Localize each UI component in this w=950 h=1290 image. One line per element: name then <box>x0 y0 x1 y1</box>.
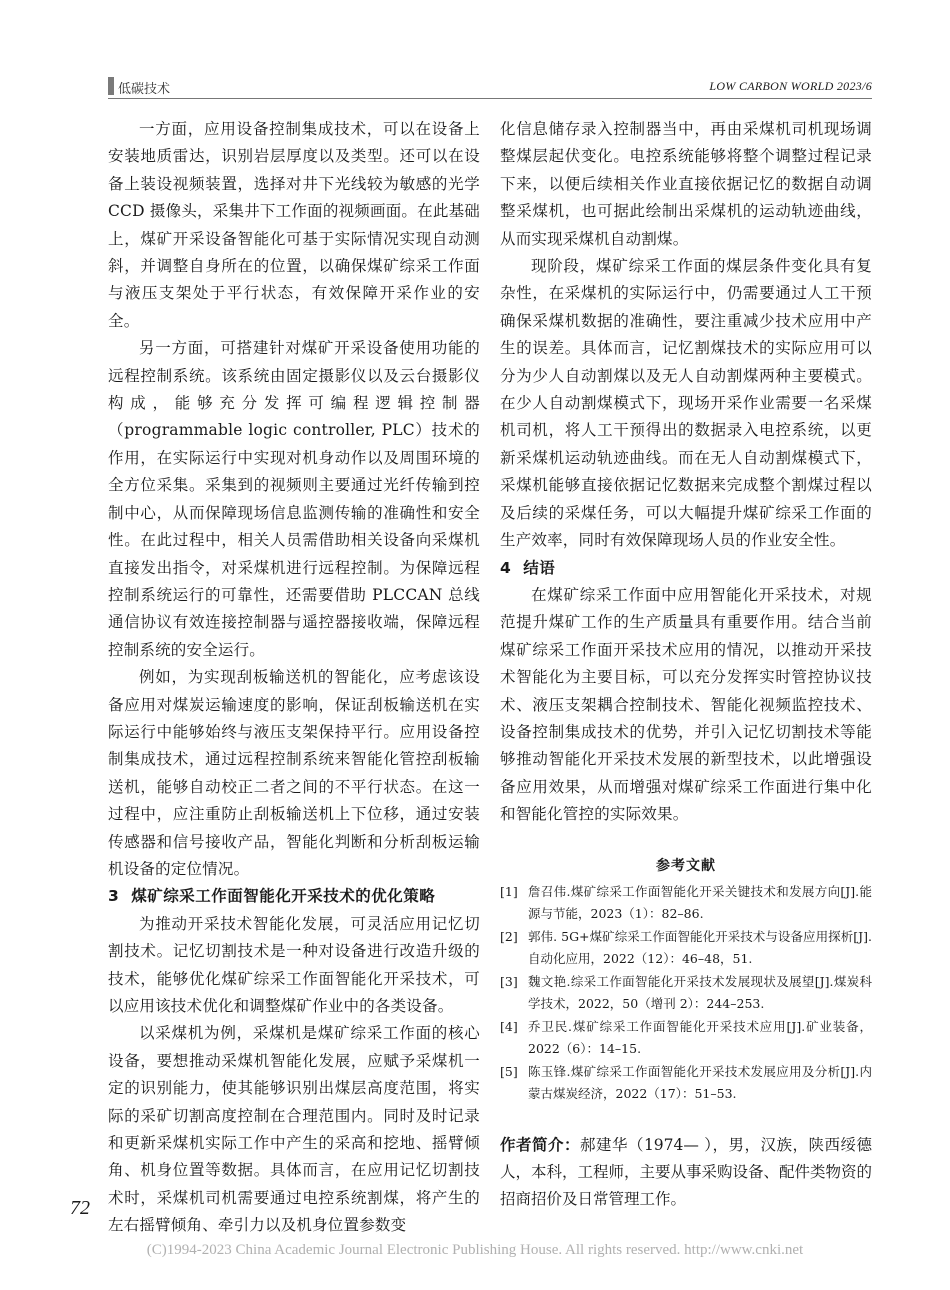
section-title: 结语 <box>523 558 556 577</box>
page-number: 72 <box>70 1197 90 1219</box>
reference-number: [3] <box>500 973 518 989</box>
reference-item <box>500 926 872 971</box>
reference-item <box>500 971 872 1016</box>
paragraph: 化信息储存录入控制器当中，再由采煤机司机现场调整煤层起伏变化。电控系统能够将整个调整过程记录下来，以便后续相关作业直接依据记忆的数据自动调整采煤机，也可据此绘制出采煤机的运动轨迹曲线，从而实现采煤机自动割煤。 <box>500 120 872 248</box>
paragraph: 现阶段，煤矿综采工作面的煤层条件变化具有复杂性，在采煤机的实际运行中，仍需要通过人工干预确保采煤机数据的准确性，要注重减少技术应用中产生的误差。具体而言，记忆割煤技术的实际应用可以分为少人自动割煤以及无人自动割煤两种主要模式。在少人自动割煤模式下，现场开采作业需要一名采煤机司机，将人工干预得出的数据录入电控系统，以更新采煤机运动轨迹曲线。而在无人自动割煤模式下，采煤机能够直接依据记忆数据来完成整个割煤过程以及后续的采煤任务，可以大幅提升煤矿综采工作面的生产效率，同时有效保障现场人员的作业安全性。 <box>500 257 872 550</box>
header-section-title: 低碳技术 <box>118 82 171 97</box>
section-heading <box>500 555 872 582</box>
header-bar <box>108 77 114 95</box>
reference-item <box>500 881 872 926</box>
reference-number: [2] <box>500 928 518 944</box>
section-number: 4 <box>500 558 512 577</box>
paragraph: 另一方面，可搭建针对煤矿开采设备使用功能的远程控制系统。该系统由固定摄影仪以及云台摄影仪构成，能够充分发挥可编程逻辑控制器（programmable logic controller, PLC）技术的作用，在实际运行中实现对机身动作以及周围环境的全方位采集。采集到的视频则主要通过光纤传输到控制中心，从而保障现场信息监测传输的准确性和安全性。在此过程中，相关人员需借助相关设备向采煤机直接发出指令，对采煤机进行远程控制。为保障远程控制系统运行的可靠性，还需要借助 PLCCAN 总线通信协议有效连接控制器与遥控器接收端，保障远程控制系统的安全运行。 <box>108 339 480 659</box>
right-column <box>500 116 872 1214</box>
author-bio-label: 作者简介： <box>500 1135 580 1154</box>
copyright-footer: (C)1994-2023 China Academic Journal Electronic Publishing House. All rights reserved. http://www.cnki.net <box>146 1242 804 1258</box>
header-rule <box>108 98 872 99</box>
paragraph: 例如，为实现刮板输送机的智能化，应考虑该设备应用对煤炭运输速度的影响，保证刮板输送机在实际运行中能够始终与液压支架保持平行。应用设备控制集成技术，通过远程控制系统来智能化管控刮板输送机，能够自动校正二者之间的不平行状态。在这一过程中，应注重防止刮板输送机上下位移，通过安装传感器和信号接收产品，智能化判断和分析刮板运输机设备的定位情况。 <box>108 668 480 878</box>
paragraph: 一方面，应用设备控制集成技术，可以在设备上安装地质雷达，识别岩层厚度以及类型。还可以在设备上装设视频装置，选择对井下光线较为敏感的光学 CCD 摄像头，采集井下工作面的视频画面。在此基础上，煤矿开采设备智能化可基于实际情况实现自动测斜，并调整自身所在的位置，以确保煤矿综采工作面与液压支架处于平行状态，有效保障开采作业的安全。 <box>108 120 480 330</box>
reference-text: 陈玉锋.煤矿综采工作面智能化开采技术发展应用及分析[J].内蒙古煤炭经济，2022（17）：51–53. <box>528 1063 872 1102</box>
section-title: 煤矿综采工作面智能化开采技术的优化策略 <box>131 887 436 906</box>
reference-number: [5] <box>500 1063 518 1079</box>
reference-item <box>500 1061 872 1106</box>
reference-list <box>500 881 872 1106</box>
reference-text: 乔卫民.煤矿综采工作面智能化开采技术应用[J].矿业装备，2022（6）：14–15. <box>528 1018 872 1057</box>
reference-number: [1] <box>500 883 518 899</box>
reference-text: 魏文艳.综采工作面智能化开采技术发展现状及展望[J].煤炭科学技术，2022，50（增刊 2）：244–253. <box>528 973 872 1012</box>
paragraph: 以采煤机为例，采煤机是煤矿综采工作面的核心设备，要想推动采煤机智能化发展，应赋予采煤机一定的识别能力，使其能够识别出煤层高度范围，将实际的采矿切割高度控制在合理范围内。同时及时记录和更新采煤机实际工作中产生的采高和挖地、摇臂倾角、机身位置等数据。具体而言，在应用记忆切割技术时，采煤机司机需要通过电控系统割煤，将产生的左右摇臂倾角、牵引力以及机身位置参数变 <box>108 1024 480 1235</box>
reference-text: 詹召伟.煤矿综采工作面智能化开采关键技术和发展方向[J].能源与节能，2023（1）：82–86. <box>528 883 872 922</box>
section-heading <box>108 883 480 910</box>
reference-text: 郭伟. 5G+煤矿综采工作面智能化开采技术与设备应用探析[J].自动化应用，2022（12）：46–48，51. <box>528 928 872 967</box>
reference-item <box>500 1016 872 1061</box>
references-title: 参考文献 <box>656 857 716 874</box>
reference-number: [4] <box>500 1018 518 1034</box>
author-bio-text: 郝建华（1974— ），男，汉族，陕西绥德人，本科，工程师，主要从事采购设备、配件类物资的招商招价及日常管理工作。 <box>500 1135 873 1209</box>
author-bio <box>500 1132 872 1214</box>
left-column <box>108 116 480 1240</box>
paragraph: 为推动开采技术智能化发展，可灵活应用记忆切割技术。记忆切割技术是一种对设备进行改造升级的技术，能够优化煤矿综采工作面智能化开采技术，可以应用该技术优化和调整煤矿作业中的各类设备。 <box>108 914 480 1015</box>
section-number: 3 <box>108 887 120 906</box>
paragraph: 在煤矿综采工作面中应用智能化开采技术，对规范提升煤矿工作的生产质量具有重要作用。结合当前煤矿综采工作面开采技术应用的情况，以推动开采技术智能化为主要目标，可以充分发挥实时管控协议技术、液压支架耦合控制技术、智能化视频监控技术、设备控制集成技术的优势，并引入记忆切割技术等能够推动智能化开采技术发展的新型技术，以此增强设备应用效果，从而增强对煤矿综采工作面进行集中化和智能化管控的实际效果。 <box>500 585 872 824</box>
header-journal-issue: LOW CARBON WORLD 2023/6 <box>709 79 872 93</box>
